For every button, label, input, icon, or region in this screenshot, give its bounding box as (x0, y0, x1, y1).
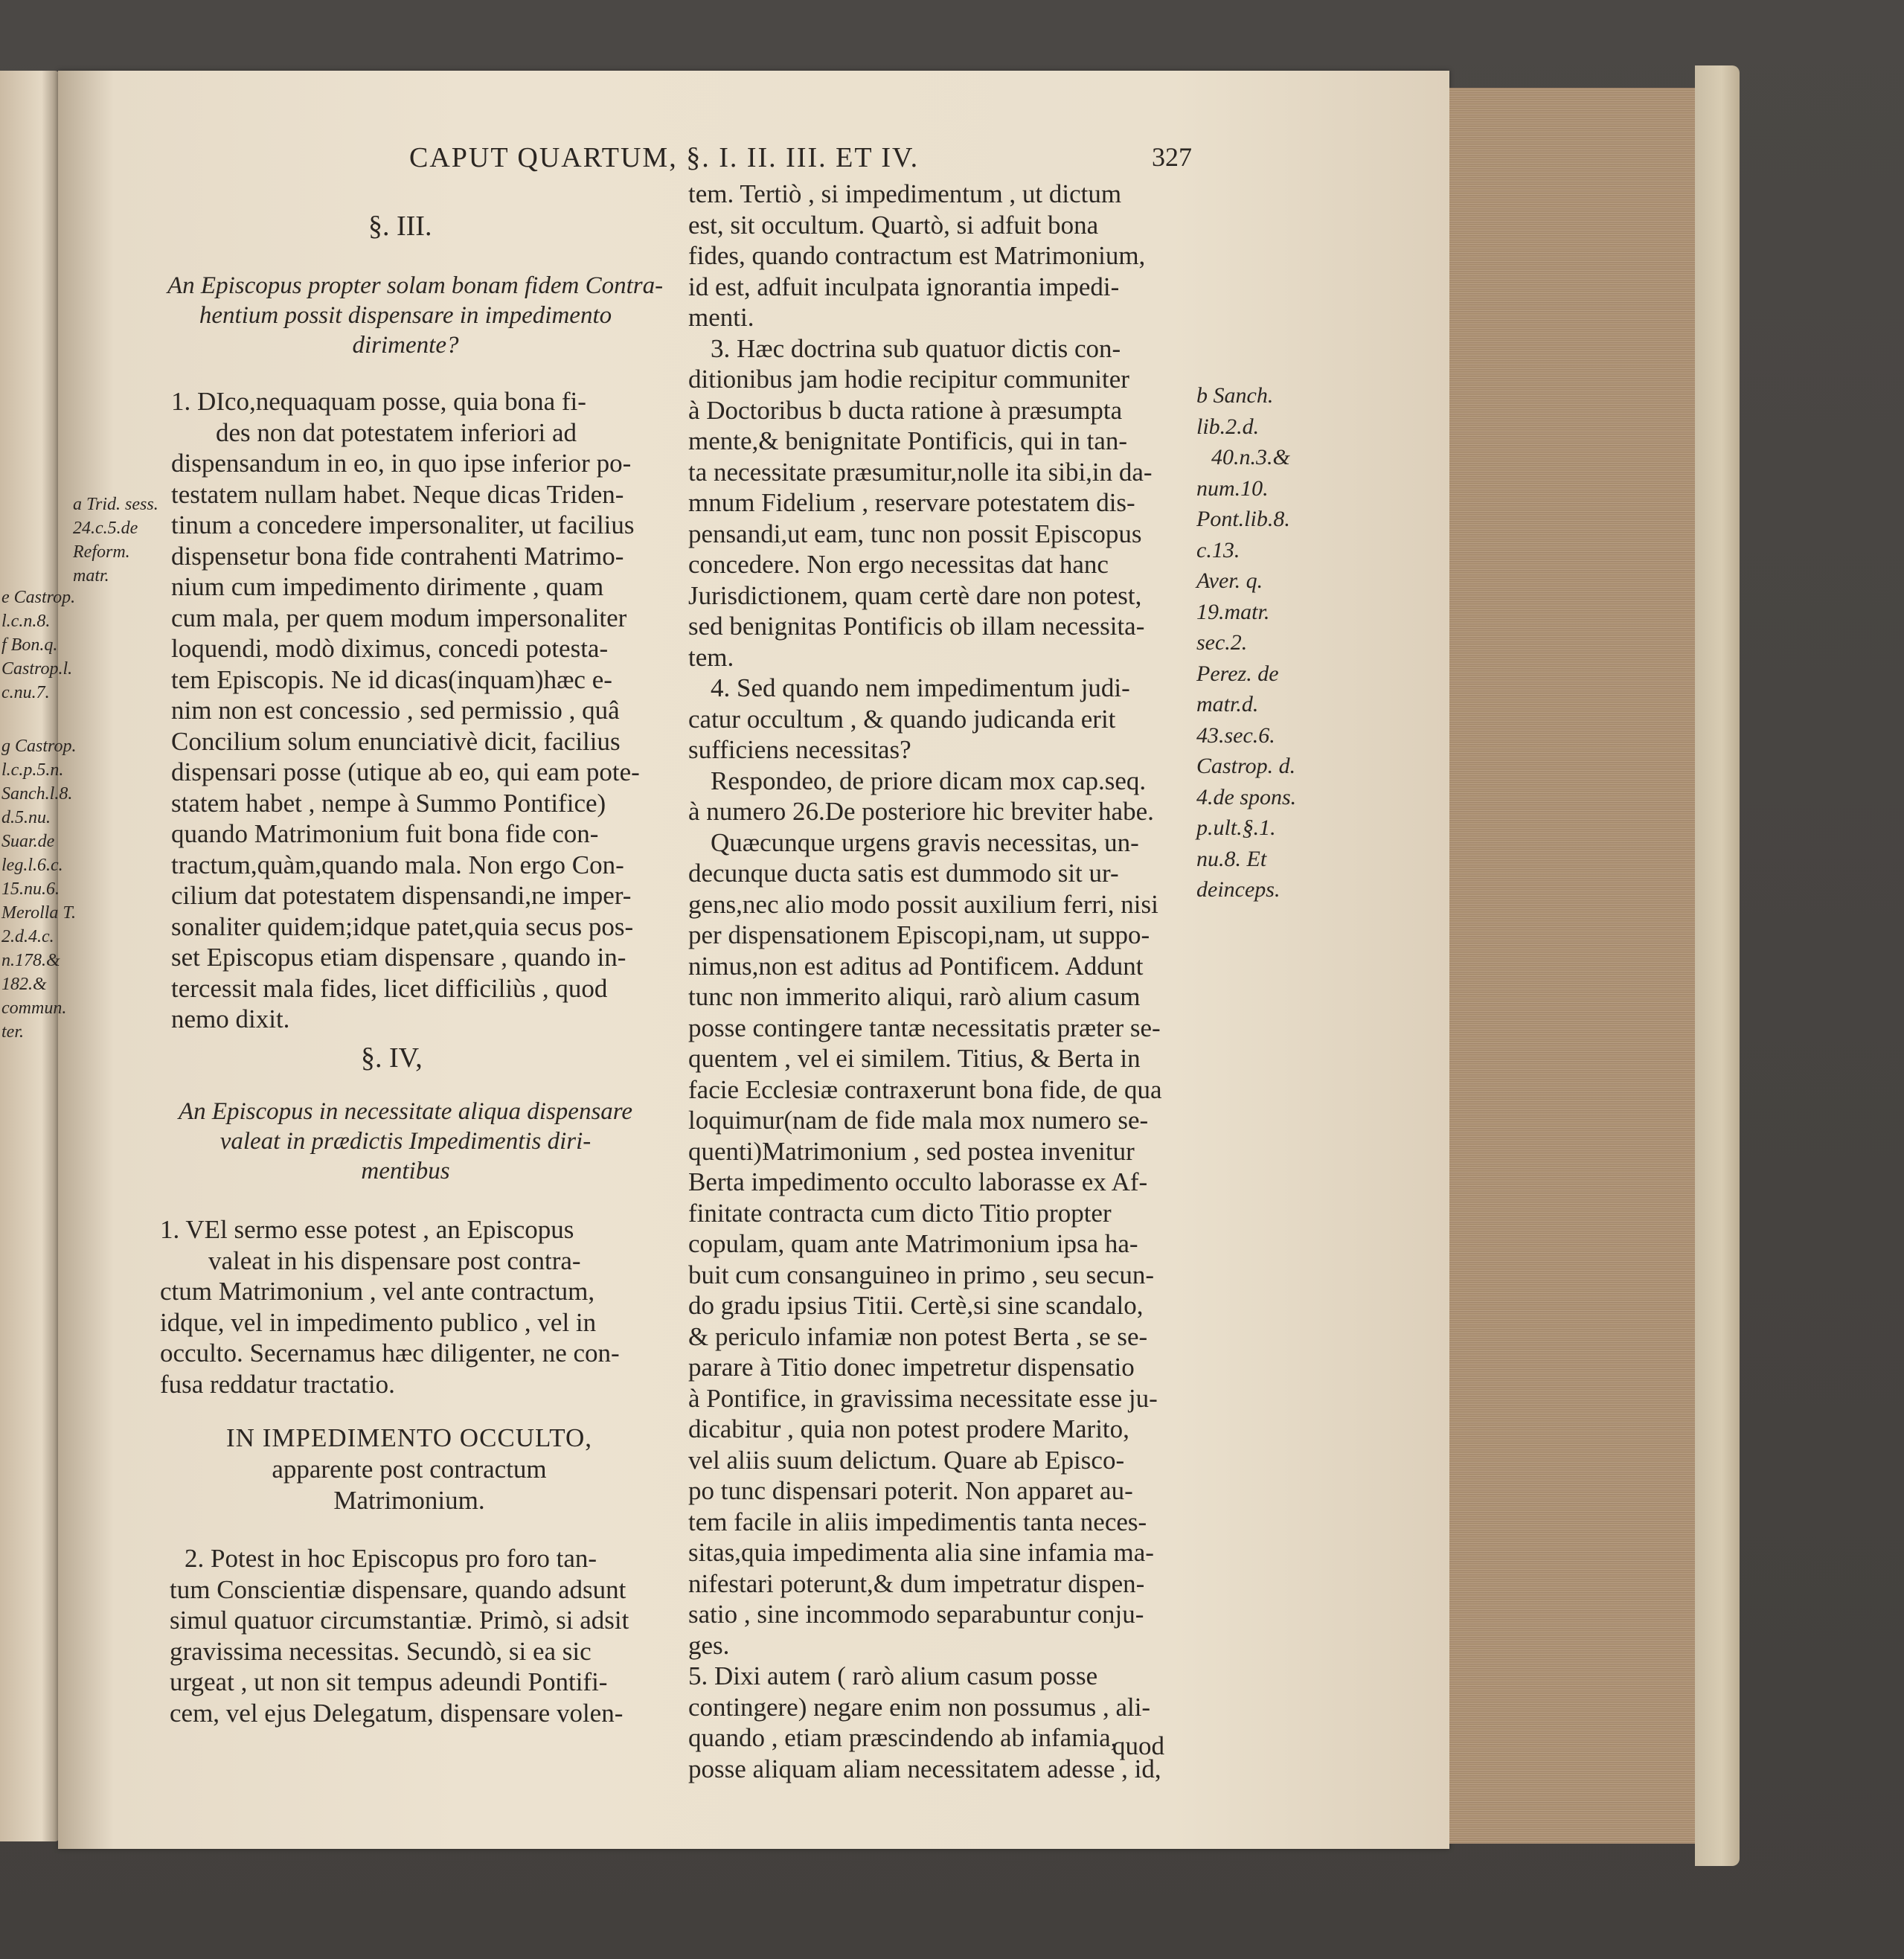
page-block-edges (1449, 88, 1708, 1844)
margin-note: 2.d.4.c. (1, 927, 54, 946)
heading-iii: An Episcopus propter solam bonam fidem Contra- hentium possit dispensare in impedimento dirimente? (167, 272, 664, 359)
margin-note: Suar.de (1, 832, 55, 851)
footnote-a: a Trid. sess. 24.c.5.de Reform. matr. (73, 495, 158, 586)
margin-note: d.5.nu. (1, 808, 51, 827)
paragraph-2: 2. Potest in hoc Episcopus pro foro tan- tum Conscientiæ dispensare, quando adsunt simul quatuor circumstantiæ. Primò, si adsit gravissima necessitas. Secundò, si ea sic urgeat , ut non sit tempus adeundi Pontifi- cem, vel ejus Delegatum, dispensare volen- (170, 1544, 629, 1728)
column-2-text: tem. Tertiò , si impedimentum , ut dictum est, sit occultum. Quartò, si adfuit bona fides, quando contractum est Matrimonium, id est, adfuit inculpata ignorantia impedi- menti. 3. Hæc doctrina sub quatuor dictis con- ditionibus jam hodie recipitur communiter à Doctoribus b ducta ratione à præsumpta mente,& benignitate Pontificis, qui in tan- ta necessitate præsumitur,nolle ita sibi,in da- mnum Fidelium , reservare potestatem dis- pensandi,ut eam, tunc non possit Episcopus concedere. Non ergo necessitas dat hanc Jurisdictionem, quam certè dare non potest, sed benignitas Pontificis ob illam necessita- tem. 4. Sed quando nem impedimentum judi- catur occultum , & quando judicanda erit sufficiens necessitas? Respondeo, de priore dicam mox cap.seq. à numero 26.De posteriore hic breviter habe. Quæcunque urgens gravis necessitas, un- decunque ducta satis est dummodo sit ur- gens,nec alio modo possit auxilium ferri, nisi per dispensationem Episcopi,nam, ut suppo- nimus,non est aditus ad Pontificem. Addunt tunc non immerito aliqui, rarò alium casum posse contingere tantæ necessitatis præter se- quentem , vel ei similem. Titius, & Berta in facie Ecclesiæ contraxerunt bona fide, de qua loquimur(nam de fide mala mox numero se- quenti)Matrimonium , sed postea invenitur Berta impedimento occulto laborasse ex Af- finitate contracta cum dicto Titio propter copulam, quam ante Matrimonium ipsa ha- buit cum consanguineo in primo , seu secun- do gradu ipsius Titii. Certè,si sine scandalo, & periculo infamiæ non potest Berta , se se- parare à Titio donec impetretur dispensatio à Pontifice, in gravissima necessitate esse ju- dicabitur , quia non potest prodere Marito, vel aliis suum delictum. Quare ab Episco- po tunc dispensari poterit. Non apparet au- tem facile in aliis impedimentis tanta neces- sitas,quia impedimenta alia sine infamia ma- nifestari poterunt,& dum impetratur dispen- satio , sine incommodo separabuntur conju- ges. 5. Dixi autem ( rarò alium casum posse contingere) negare enim non possumus , ali- quando , etiam præscindendo ab infamia, posse aliquam aliam necessitatem adesse , id, (688, 179, 1162, 1783)
margin-note: 15.nu.6. (1, 879, 60, 899)
margin-note: l.c.n.8. (1, 612, 51, 631)
section-iv-title: §. IV, (361, 1042, 423, 1074)
margin-note: g Castrop. (1, 737, 77, 756)
paragraph-iii-1: 1. DIco,nequaquam posse, quia bona fi- des non dat potestatem inferiori ad dispensandum in eo, in quo ipse inferior po- testatem nullam habet. Neque dicas Triden- tinum a concedere impersonaliter, ut facilius dispensetur bona fide contrahenti Matrimo- nium cum impedimento dirimente , quam cum mala, per quem modum impersonaliter loquendi, modò diximus, concedi potesta- tem Episcopis. Ne id dicas(inquam)hæc e- nim non est concessio , sed permissio , quâ Concilium solum enunciativè dicit, facilius dispensari posse (utique ab eo, qui eam pote- statem habet , nempe à Summo Pontifice) quando Matrimonium fuit bona fide con- tractum,quàm,quando mala. Non ergo Con- cilium dat potestatem dispensandi,ne imper- sonaliter quidem;idque patet,quia secus pos- set Episcopus etiam dispensare , quando in- tercessit mala fides, licet difficiliùs , quod nemo dixit. (171, 387, 640, 1033)
paragraph-iv-1: 1. VEl sermo esse potest , an Episcopus valeat in his dispensare post contra- ctum Matrimonium , vel ante contractum, idque, vel in impedimento publico , vel in occulto. Secernamus hæc diligenter, ne con- fusa reddatur tractatio. (160, 1215, 620, 1399)
margin-note: e Castrop. (1, 588, 76, 607)
margin-note: 182.& (1, 975, 47, 994)
book-cover-edge (1695, 65, 1740, 1866)
margin-note: n.178.& (1, 951, 60, 970)
subheading-impedimento-occulto: IN IMPEDIMENTO OCCULTO, apparente post contractum Matrimonium. (226, 1423, 592, 1515)
right-margin-notes: b Sanch. lib.2.d. 40.n.3.& num.10. Pont.lib.8. c.13. Aver. q. 19.matr. sec.2. Perez. de matr.d. 43.sec.6. Castrop. d. 4.de spons. p.ult.§.1. nu.8. Et deinceps. (1196, 383, 1297, 902)
page-number: 327 (1152, 142, 1192, 172)
section-iii-title: §. III. (368, 211, 432, 242)
margin-note: c.nu.7. (1, 683, 50, 702)
margin-note: Merolla T. (1, 903, 76, 923)
heading-iv: An Episcopus in necessitate aliqua dispensare valeat in prædictis Impedimentis diri- mentibus (178, 1098, 633, 1184)
margin-note: Castrop.l. (1, 659, 73, 679)
margin-note: leg.l.6.c. (1, 856, 63, 875)
margin-note: Sanch.l.8. (1, 784, 73, 804)
margin-note: f Bon.q. (1, 635, 58, 655)
margin-note: ter. (1, 1022, 24, 1042)
margin-note: l.c.p.5.n. (1, 760, 64, 780)
catchword: quod (1112, 1731, 1164, 1760)
margin-note: commun. (1, 998, 67, 1018)
running-title: CAPUT QUARTUM, §. I. II. III. ET IV. (409, 142, 920, 173)
